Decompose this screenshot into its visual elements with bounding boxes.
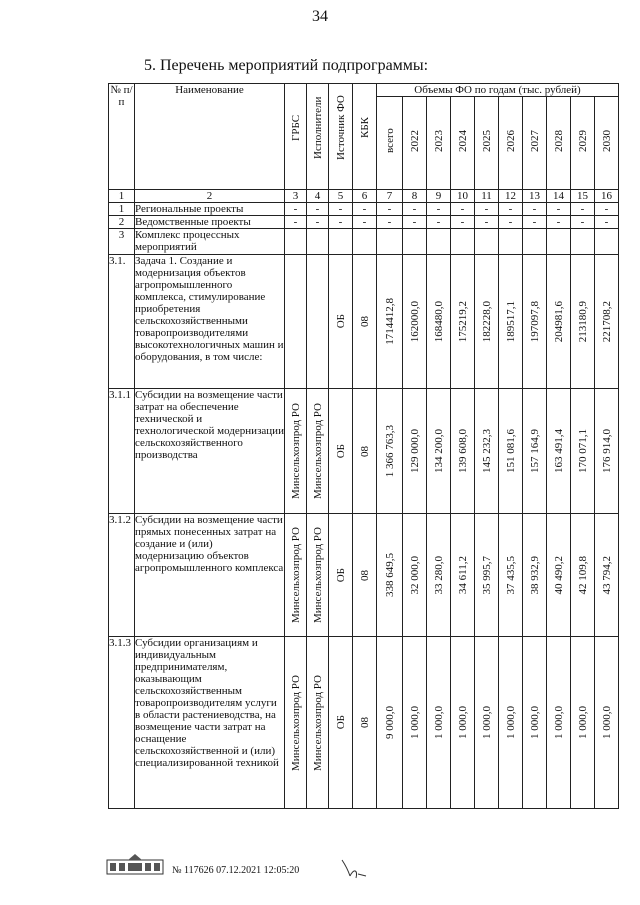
dash-cell: - <box>571 203 595 216</box>
executor-cell: Минсельхозпрод РО <box>307 514 329 637</box>
dash-cell: - <box>307 216 329 229</box>
row-num: 3.1.2 <box>109 514 135 637</box>
row-name: Задача 1. Создание и модернизация объектов агропромышленного комплекса, стимулирование приобретения сельскохозяйственными товаропроизводителями высокотехнологичных машин и оборудования, в том числе: <box>135 255 285 389</box>
header-name: Наименование <box>135 84 285 190</box>
row-name: Субсидии организациям и индивидуальным предпринимателям, оказывающим сельскохозяйственным товаропроизводителям услуги в области растениеводства, на возмещение части затрат на оснащение сельскохозяйственной и (или) специализированной техникой <box>135 637 285 809</box>
dash-cell: - <box>353 203 377 216</box>
col-number: 16 <box>595 190 619 203</box>
header-total: всего <box>377 97 403 190</box>
page-number: 34 <box>312 8 328 25</box>
col-number: 2 <box>135 190 285 203</box>
header-year: 2026 <box>499 97 523 190</box>
dash-cell: - <box>499 216 523 229</box>
header-year: 2022 <box>403 97 427 190</box>
col-number: 12 <box>499 190 523 203</box>
value-cell: 35 995,7 <box>475 514 499 637</box>
header-year: 2027 <box>523 97 547 190</box>
dash-cell: - <box>475 203 499 216</box>
value-cell: 43 794,2 <box>595 514 619 637</box>
header-year: 2029 <box>571 97 595 190</box>
value-cell: 157 164,9 <box>523 389 547 514</box>
value-cell: 1 000,0 <box>499 637 523 809</box>
document-registration-number: № 117626 07.12.2021 12:05:20 <box>172 865 300 876</box>
value-cell: 189517,1 <box>499 255 523 389</box>
col-number: 8 <box>403 190 427 203</box>
header-num: № п/п <box>109 84 135 190</box>
header-year: 2024 <box>451 97 475 190</box>
row-name: Субсидии на возмещение части затрат на обеспечение технической и технологической модернизации сельскохозяйственного производства <box>135 389 285 514</box>
dash-cell: - <box>403 203 427 216</box>
row-num: 3.1. <box>109 255 135 389</box>
dash-cell: - <box>475 216 499 229</box>
value-cell: 204981,6 <box>547 255 571 389</box>
dash-cell: - <box>377 203 403 216</box>
document-stamp-icon <box>106 852 164 876</box>
table-row <box>109 514 619 637</box>
value-cell: 175219,2 <box>451 255 475 389</box>
value-cell: 1714412,8 <box>377 255 403 389</box>
value-cell: 1 000,0 <box>571 637 595 809</box>
row-num: 3.1.1 <box>109 389 135 514</box>
value-cell: 42 109,8 <box>571 514 595 637</box>
dash-cell: - <box>571 216 595 229</box>
col-number: 4 <box>307 190 329 203</box>
dash-cell: - <box>595 203 619 216</box>
executor-cell: Минсельхозпрод РО <box>307 637 329 809</box>
column-numbers-row <box>109 190 619 203</box>
value-cell: 1 366 763,3 <box>377 389 403 514</box>
value-cell: 197097,8 <box>523 255 547 389</box>
value-cell: 37 435,5 <box>499 514 523 637</box>
col-number: 10 <box>451 190 475 203</box>
dash-cell: - <box>285 203 307 216</box>
source-cell: ОБ <box>329 255 353 389</box>
dash-cell: - <box>547 203 571 216</box>
table-row <box>109 203 619 216</box>
row-num: 1 <box>109 203 135 216</box>
row-num: 2 <box>109 216 135 229</box>
dash-cell: - <box>499 203 523 216</box>
kbk-cell: 08 <box>353 389 377 514</box>
source-cell: ОБ <box>329 637 353 809</box>
col-number: 3 <box>285 190 307 203</box>
table-row <box>109 229 619 255</box>
dash-cell: - <box>451 203 475 216</box>
executor-cell: Минсельхозпрод РО <box>307 389 329 514</box>
row-num: 3 <box>109 229 135 255</box>
value-cell: 1 000,0 <box>427 637 451 809</box>
value-cell: 134 200,0 <box>427 389 451 514</box>
value-cell: 32 000,0 <box>403 514 427 637</box>
value-cell: 338 649,5 <box>377 514 403 637</box>
header-year: 2030 <box>595 97 619 190</box>
value-cell: 163 491,4 <box>547 389 571 514</box>
col-number: 13 <box>523 190 547 203</box>
value-cell: 139 608,0 <box>451 389 475 514</box>
value-cell: 221708,2 <box>595 255 619 389</box>
dash-cell: - <box>307 203 329 216</box>
header-executors: Исполнители <box>307 84 329 190</box>
value-cell: 145 232,3 <box>475 389 499 514</box>
value-cell: 1 000,0 <box>595 637 619 809</box>
value-cell: 1 000,0 <box>547 637 571 809</box>
col-number: 1 <box>109 190 135 203</box>
header-kbk: КБК <box>353 84 377 190</box>
dash-cell: - <box>329 203 353 216</box>
table-row <box>109 637 619 809</box>
row-name: Ведомственные проекты <box>135 216 285 229</box>
col-number: 5 <box>329 190 353 203</box>
section-title: 5. Перечень мероприятий подпрограммы: <box>144 57 429 74</box>
row-name: Комплекс процессных мероприятий <box>135 229 285 255</box>
dash-cell: - <box>403 216 427 229</box>
value-cell: 40 490,2 <box>547 514 571 637</box>
dash-cell: - <box>523 203 547 216</box>
value-cell: 129 000,0 <box>403 389 427 514</box>
value-cell: 1 000,0 <box>451 637 475 809</box>
dash-cell: - <box>547 216 571 229</box>
dash-cell: - <box>523 216 547 229</box>
grbs-cell: Минсельхозпрод РО <box>285 637 307 809</box>
header-source: Источник ФО <box>329 84 353 190</box>
dash-cell: - <box>427 203 451 216</box>
value-cell: 176 914,0 <box>595 389 619 514</box>
col-number: 9 <box>427 190 451 203</box>
value-cell: 168480,0 <box>427 255 451 389</box>
dash-cell: - <box>329 216 353 229</box>
signature-mark <box>338 856 368 882</box>
value-cell: 9 000,0 <box>377 637 403 809</box>
dash-cell: - <box>377 216 403 229</box>
table-row <box>109 216 619 229</box>
header-year: 2028 <box>547 97 571 190</box>
value-cell: 34 611,2 <box>451 514 475 637</box>
table-row <box>109 255 619 389</box>
row-name: Субсидии на возмещение части прямых понесенных затрат на создание и (или) модернизацию объектов агропромышленного комплекса <box>135 514 285 637</box>
row-name: Региональные проекты <box>135 203 285 216</box>
header-year: 2025 <box>475 97 499 190</box>
value-cell: 33 280,0 <box>427 514 451 637</box>
row-num: 3.1.3 <box>109 637 135 809</box>
header-grbs: ГРБС <box>285 84 307 190</box>
source-cell: ОБ <box>329 514 353 637</box>
grbs-cell: Минсельхозпрод РО <box>285 514 307 637</box>
col-number: 15 <box>571 190 595 203</box>
col-number: 11 <box>475 190 499 203</box>
value-cell: 1 000,0 <box>403 637 427 809</box>
value-cell: 1 000,0 <box>475 637 499 809</box>
value-cell: 38 932,9 <box>523 514 547 637</box>
value-cell: 151 081,6 <box>499 389 523 514</box>
dash-cell: - <box>427 216 451 229</box>
kbk-cell: 08 <box>353 255 377 389</box>
kbk-cell: 08 <box>353 637 377 809</box>
header-volumes: Объемы ФО по годам (тыс. рублей) <box>377 84 619 97</box>
dash-cell: - <box>285 216 307 229</box>
value-cell: 162000,0 <box>403 255 427 389</box>
value-cell: 170 071,1 <box>571 389 595 514</box>
dash-cell: - <box>451 216 475 229</box>
col-number: 7 <box>377 190 403 203</box>
dash-cell: - <box>595 216 619 229</box>
grbs-cell: Минсельхозпрод РО <box>285 389 307 514</box>
dash-cell: - <box>353 216 377 229</box>
table-row <box>109 389 619 514</box>
kbk-cell: 08 <box>353 514 377 637</box>
col-number: 14 <box>547 190 571 203</box>
measures-table <box>108 83 619 809</box>
source-cell: ОБ <box>329 389 353 514</box>
value-cell: 213180,9 <box>571 255 595 389</box>
col-number: 6 <box>353 190 377 203</box>
value-cell: 1 000,0 <box>523 637 547 809</box>
value-cell: 182228,0 <box>475 255 499 389</box>
header-year: 2023 <box>427 97 451 190</box>
